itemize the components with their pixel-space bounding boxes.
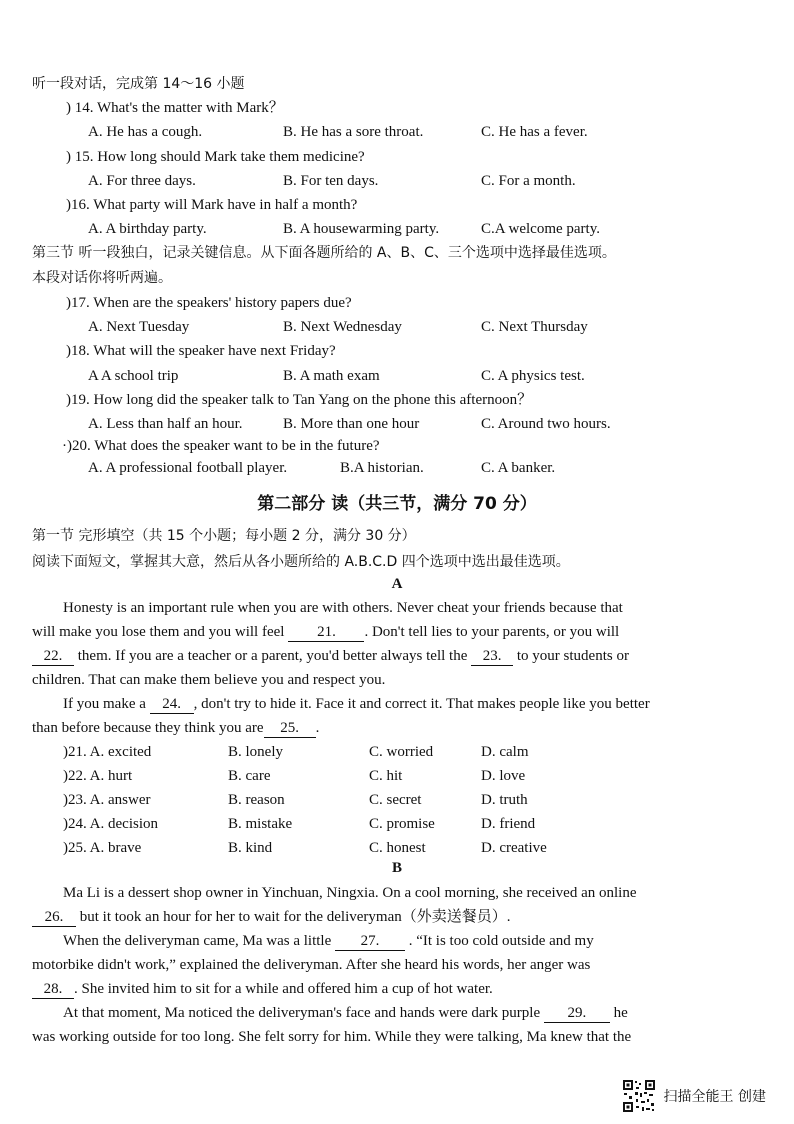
- q16-option-c: C.A welcome party.: [481, 221, 600, 237]
- cloze-21-a: )21. A. excited: [63, 744, 152, 760]
- q20-option-b: B.A historian.: [340, 460, 424, 476]
- blank-29: 29.: [544, 1004, 610, 1023]
- text-span: .: [315, 720, 320, 736]
- section-intro-14-16: 听一段对话，完成第 14～16 小题: [32, 76, 245, 92]
- section1-instruction: 阅读下面短文，掌握其大意，然后从各小题所给的 A.B.C.D 四个选项中选出最佳选项。: [32, 554, 570, 570]
- question-18: )18. What will the speaker have next Friday?: [66, 343, 336, 359]
- q14-option-a: A. He has a cough.: [88, 124, 203, 140]
- cloze-22-d: D. love: [481, 768, 526, 784]
- passage-b-line-3: [63, 931, 594, 951]
- passage-a-line-2: [32, 622, 619, 642]
- text-span: If you make a: [63, 696, 146, 712]
- q16-option-a: A. A birthday party.: [88, 221, 207, 237]
- text-span: them. If you are a teacher or a parent, you'd better always tell the: [77, 648, 468, 664]
- text-span: . Don't tell lies to your parents, or you will: [364, 624, 620, 640]
- passage-b-line-4: motorbike didn't work,” explained the deliveryman. After she heard his words, her anger was: [32, 957, 591, 973]
- question-16: )16. What party will Mark have in half a month?: [66, 197, 358, 213]
- q16-option-b: B. A housewarming party.: [283, 221, 440, 237]
- blank-24: 24.: [150, 695, 194, 714]
- q18-option-a: A A school trip: [88, 368, 179, 384]
- cloze-22-a: )22. A. hurt: [63, 768, 133, 784]
- q14-option-b: B. He has a sore throat.: [283, 124, 424, 140]
- q19-option-c: C. Around two hours.: [481, 416, 611, 432]
- text-span: than before because they think you are: [32, 720, 264, 736]
- text-span: , don't try to hide it. Face it and correct it. That makes people like you better: [193, 696, 650, 712]
- blank-27: 27.: [335, 932, 405, 951]
- cloze-24-a: )24. A. decision: [63, 816, 158, 832]
- passage-a-line-4: children. That can make them believe you and respect you.: [32, 672, 386, 688]
- text-span: When the deliveryman came, Ma was a little: [63, 933, 332, 949]
- q19-option-b: B. More than one hour: [283, 416, 420, 432]
- cloze-24-d: D. friend: [481, 816, 536, 832]
- cloze-21-b: B. lonely: [228, 744, 283, 760]
- text-span: . She invited him to sit for a while and offered him a cup of hot water.: [74, 981, 493, 997]
- text-span: At that moment, Ma noticed the deliveryman's face and hands were dark purple: [63, 1005, 541, 1021]
- passage-b-line-1: Ma Li is a dessert shop owner in Yinchuan, Ningxia. On a cool morning, she received an online: [63, 885, 637, 901]
- cloze-23-d: D. truth: [481, 792, 528, 808]
- cloze-23-a: )23. A. answer: [63, 792, 151, 808]
- passage-b-label: B: [391, 860, 402, 876]
- q18-option-c: C. A physics test.: [481, 368, 585, 384]
- cloze-21-d: D. calm: [481, 744, 529, 760]
- scanner-watermark: [622, 1078, 766, 1114]
- q19-option-a: A. Less than half an hour.: [88, 416, 243, 432]
- passage-b-line-2: [32, 907, 511, 927]
- q15-option-a: A. For three days.: [88, 173, 196, 189]
- q17-option-a: A. Next Tuesday: [88, 319, 190, 335]
- q17-option-c: C. Next Thursday: [481, 319, 588, 335]
- text-span: to your students or: [516, 648, 629, 664]
- section1-heading: 第一节 完形填空（共 15 个小题；每小题 2 分，满分 30 分）: [32, 528, 416, 544]
- text-span: . “It is too cold outside and my: [408, 933, 594, 949]
- passage-b-line-6: [63, 1003, 628, 1023]
- cloze-25-a: )25. A. brave: [63, 840, 142, 856]
- section3-instruction: 第三节 听一段独白，记录关键信息。从下面各题所给的 A、B、C、三个选项中选择最佳选项。: [32, 245, 616, 261]
- cloze-25-b: B. kind: [228, 840, 273, 856]
- blank-21: 21.: [288, 623, 364, 642]
- section3-instruction-2: 本段对话你将听两遍。: [32, 270, 172, 286]
- question-15: ) 15. How long should Mark take them medicine?: [66, 149, 365, 165]
- cloze-24-c: C. promise: [369, 816, 435, 832]
- cloze-22-b: B. care: [228, 768, 271, 784]
- q15-option-b: B. For ten days.: [283, 173, 379, 189]
- cloze-23-b: B. reason: [228, 792, 285, 808]
- blank-22: 22.: [32, 647, 74, 666]
- q17-option-b: B. Next Wednesday: [283, 319, 402, 335]
- cloze-25-c: C. honest: [369, 840, 426, 856]
- passage-b-line-7: was working outside for too long. She felt sorry for him. While they were talking, Ma knew that the: [32, 1029, 632, 1045]
- q14-option-c: C. He has a fever.: [481, 124, 588, 140]
- cloze-25-d: D. creative: [481, 840, 547, 856]
- q20-option-a: A. A professional football player.: [88, 460, 288, 476]
- question-19: )19. How long did the speaker talk to Tan Yang on the phone this afternoon？: [66, 392, 533, 408]
- cloze-22-c: C. hit: [369, 768, 403, 784]
- scanner-watermark-text: 扫描全能王 创建: [663, 1089, 766, 1105]
- blank-28: 28.: [32, 980, 74, 999]
- qr-code-icon: [622, 1079, 656, 1113]
- passage-a-line-3: [32, 646, 629, 666]
- passage-b-line-5: [32, 979, 493, 999]
- blank-26: 26.: [32, 908, 76, 927]
- blank-25: 25.: [264, 719, 316, 738]
- cloze-24-b: B. mistake: [228, 816, 293, 832]
- passage-a-line-5: [63, 694, 650, 714]
- passage-a-line-1: Honesty is an important rule when you are with others. Never cheat your friends because that: [63, 600, 623, 616]
- question-14: ) 14. What's the matter with Mark？: [66, 100, 284, 116]
- passage-a-line-6: [32, 718, 319, 738]
- text-span: he: [613, 1005, 628, 1021]
- text-span: but it took an hour for her to wait for the deliveryman（外卖送餐员）.: [79, 909, 511, 925]
- passage-a-label: A: [391, 576, 403, 592]
- text-span: will make you lose them and you will feel: [32, 624, 285, 640]
- cloze-21-c: C. worried: [369, 744, 434, 760]
- part2-title: 第二部分 读（共三节，满分 70 分）: [257, 494, 537, 514]
- cloze-23-c: C. secret: [369, 792, 422, 808]
- q18-option-b: B. A math exam: [283, 368, 380, 384]
- question-20: ·)20. What does the speaker want to be in the future?: [62, 438, 380, 454]
- q20-option-c: C. A banker.: [481, 460, 556, 476]
- question-17: )17. When are the speakers' history papers due?: [66, 295, 352, 311]
- q15-option-c: C. For a month.: [481, 173, 576, 189]
- blank-23: 23.: [471, 647, 513, 666]
